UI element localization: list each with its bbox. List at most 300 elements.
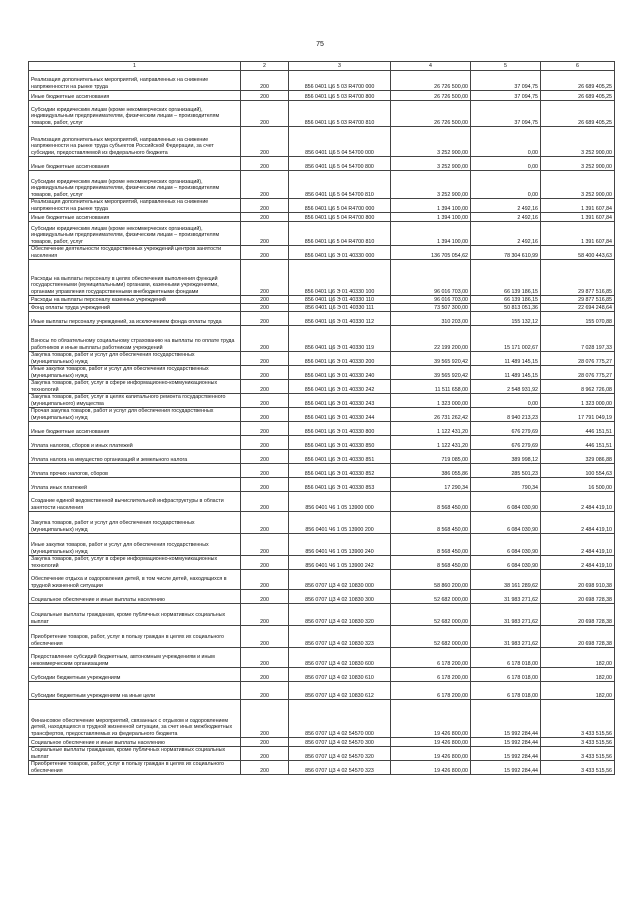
row-executed-cell: 31 983 271,62 — [471, 604, 541, 626]
row-name-text: Субсидии бюджетным учреждениям — [31, 674, 121, 681]
row-executed-cell: 285 501,23 — [471, 464, 541, 478]
row-remaining-cell: 20 698 728,38 — [541, 626, 615, 648]
row-executed-cell: 11 489 145,15 — [471, 352, 541, 366]
row-executed-cell: 155 132,12 — [471, 312, 541, 326]
row-approved-cell: 386 055,86 — [391, 464, 471, 478]
row-classification-code-cell: 856 0401 Ч6 1 05 13900 000 — [289, 492, 391, 512]
table-row — [29, 101, 615, 127]
row-executed-cell: 0,00 — [471, 394, 541, 408]
row-line-code-cell: 200 — [241, 394, 289, 408]
row-remaining-cell: 3 433 515,56 — [541, 761, 615, 775]
row-classification-code-cell: 856 0401 Ц6 5 04 R4700 810 — [289, 222, 391, 246]
row-name-cell — [29, 171, 241, 199]
table-row — [29, 171, 615, 199]
table-row — [29, 534, 615, 556]
row-line-code-cell: 200 — [241, 512, 289, 534]
row-remaining-cell: 2 484 419,10 — [541, 512, 615, 534]
row-executed-cell: 66 139 186,15 — [471, 260, 541, 296]
row-classification-code-cell: 856 0401 Ц6 5 04 R4700 000 — [289, 199, 391, 213]
row-remaining-cell: 1 391 607,84 — [541, 199, 615, 213]
row-classification-code-cell: 856 0401 Ц6 5 04 R4700 800 — [289, 213, 391, 222]
row-executed-cell: 37 094,75 — [471, 91, 541, 101]
row-name-text: Реализация дополнительных мероприятий, направленных на снижение напряженности на рынке труда субъектов Российской Федерации, за счет субсидии, предоставляемой из федерального бюджета — [31, 136, 214, 156]
table-body — [29, 71, 615, 775]
row-classification-code-cell: 856 0707 Ц3 4 02 54570 300 — [289, 738, 391, 747]
row-name-cell — [29, 450, 241, 464]
row-name-text: Иные выплаты персоналу учреждений, за исключением фонда оплаты труда — [31, 318, 222, 325]
row-name-cell — [29, 199, 241, 213]
row-remaining-cell: 7 028 197,33 — [541, 326, 615, 352]
row-name-cell — [29, 534, 241, 556]
row-name-cell — [29, 246, 241, 260]
row-approved-cell: 1 394 100,00 — [391, 213, 471, 222]
row-line-code-cell: 200 — [241, 534, 289, 556]
table-row — [29, 761, 615, 775]
row-name-text: Уплата иных платежей — [31, 484, 87, 491]
row-approved-cell: 6 178 200,00 — [391, 668, 471, 682]
row-name-cell — [29, 668, 241, 682]
row-name-cell — [29, 296, 241, 304]
row-approved-cell: 22 199 200,00 — [391, 326, 471, 352]
row-approved-cell: 11 511 658,00 — [391, 380, 471, 394]
row-approved-cell: 58 860 200,00 — [391, 570, 471, 590]
table-row — [29, 296, 615, 304]
row-executed-cell: 2 492,16 — [471, 199, 541, 213]
row-executed-cell: 15 992 284,44 — [471, 747, 541, 761]
row-remaining-cell: 1 323 000,00 — [541, 394, 615, 408]
row-classification-code-cell: 856 0707 Ц3 4 02 10830 612 — [289, 682, 391, 700]
row-remaining-cell: 182,00 — [541, 668, 615, 682]
table-row — [29, 408, 615, 422]
table-row — [29, 626, 615, 648]
row-name-text: Прочая закупка товаров, работ и услуг для обеспечения государственных (муниципальных) нужд — [31, 408, 214, 421]
row-executed-cell: 15 992 284,44 — [471, 738, 541, 747]
row-name-text: Закупка товаров, работ, услуг в целях капитального ремонта государственного (муниципального) имущества — [31, 394, 226, 407]
table-row — [29, 366, 615, 380]
row-line-code-cell: 200 — [241, 450, 289, 464]
row-classification-code-cell: 856 0401 Ц6 Э 01 40330 119 — [289, 326, 391, 352]
row-approved-cell: 719 085,00 — [391, 450, 471, 464]
row-classification-code-cell: 856 0401 Ц6 5 04 54700 000 — [289, 127, 391, 157]
column-header: 2 — [241, 62, 289, 71]
row-name-text: Взносы по обязательному социальному страхованию на выплаты по оплате труда работников и иные выплаты работникам учреждений — [31, 338, 235, 351]
row-classification-code-cell: 856 0707 Ц3 4 02 10830 610 — [289, 668, 391, 682]
row-classification-code-cell: 856 0401 Ц6 Э 01 40330 244 — [289, 408, 391, 422]
row-line-code-cell: 200 — [241, 492, 289, 512]
row-approved-cell: 1 122 431,20 — [391, 422, 471, 436]
table-row — [29, 492, 615, 512]
column-header: 4 — [391, 62, 471, 71]
row-name-text: Социальное обеспечение и иные выплаты населению — [31, 739, 165, 746]
table-row — [29, 312, 615, 326]
row-classification-code-cell: 856 0401 Ч6 1 05 13900 242 — [289, 556, 391, 570]
table-row — [29, 380, 615, 394]
row-name-cell — [29, 626, 241, 648]
row-name-text: Приобретение товаров, работ, услуг в пользу граждан в целях их социального обеспечения — [31, 634, 224, 647]
row-name-cell — [29, 700, 241, 738]
row-classification-code-cell: 856 0707 Ц3 4 02 10830 300 — [289, 590, 391, 604]
table-row — [29, 747, 615, 761]
row-approved-cell: 19 426 800,00 — [391, 738, 471, 747]
row-name-cell — [29, 91, 241, 101]
table-row — [29, 556, 615, 570]
row-remaining-cell: 26 689 405,25 — [541, 71, 615, 91]
row-remaining-cell: 1 391 607,84 — [541, 222, 615, 246]
row-approved-cell: 52 682 000,00 — [391, 626, 471, 648]
row-remaining-cell: 28 076 775,27 — [541, 352, 615, 366]
table-row — [29, 682, 615, 700]
row-line-code-cell: 200 — [241, 422, 289, 436]
row-classification-code-cell: 856 0401 Ц6 Э 01 40330 112 — [289, 312, 391, 326]
row-line-code-cell: 200 — [241, 570, 289, 590]
column-header: 6 — [541, 62, 615, 71]
row-name-cell — [29, 512, 241, 534]
row-approved-cell: 8 568 450,00 — [391, 512, 471, 534]
table-row — [29, 422, 615, 436]
row-line-code-cell: 200 — [241, 380, 289, 394]
row-remaining-cell: 20 698 910,38 — [541, 570, 615, 590]
row-approved-cell: 96 016 703,00 — [391, 296, 471, 304]
row-line-code-cell: 200 — [241, 71, 289, 91]
row-name-cell — [29, 380, 241, 394]
row-name-cell — [29, 366, 241, 380]
row-classification-code-cell: 856 0707 Ц3 4 02 10830 323 — [289, 626, 391, 648]
row-remaining-cell: 28 076 775,27 — [541, 366, 615, 380]
row-remaining-cell: 1 391 607,84 — [541, 213, 615, 222]
row-name-text: Расходы на выплаты персоналу казенных учреждений — [31, 296, 166, 303]
row-name-text: Субсидии юридическим лицам (кроме некоммерческих организаций), индивидуальным предпринимателям, физическим лицам – производителям товаров, работ, услуг — [31, 106, 220, 126]
row-name-text: Уплата прочих налогов, сборов — [31, 470, 109, 477]
row-line-code-cell: 200 — [241, 747, 289, 761]
table-row — [29, 464, 615, 478]
row-line-code-cell: 200 — [241, 127, 289, 157]
row-name-cell — [29, 394, 241, 408]
row-name-text: Иные бюджетные ассигнования — [31, 214, 110, 221]
row-line-code-cell: 200 — [241, 668, 289, 682]
row-remaining-cell: 3 433 515,56 — [541, 747, 615, 761]
table-row — [29, 738, 615, 747]
row-executed-cell: 66 139 186,15 — [471, 296, 541, 304]
row-executed-cell: 38 161 289,62 — [471, 570, 541, 590]
row-remaining-cell: 182,00 — [541, 648, 615, 668]
row-classification-code-cell: 856 0401 Ц6 Э 01 40330 850 — [289, 436, 391, 450]
table-row — [29, 260, 615, 296]
table-row — [29, 127, 615, 157]
row-line-code-cell: 200 — [241, 199, 289, 213]
table-row — [29, 478, 615, 492]
row-classification-code-cell: 856 0401 Ц6 5 03 R4700 800 — [289, 91, 391, 101]
row-executed-cell: 8 940 213,23 — [471, 408, 541, 422]
row-line-code-cell: 200 — [241, 312, 289, 326]
table-row — [29, 352, 615, 366]
row-line-code-cell: 200 — [241, 326, 289, 352]
row-line-code-cell: 200 — [241, 91, 289, 101]
row-name-cell — [29, 127, 241, 157]
row-approved-cell: 1 122 431,20 — [391, 436, 471, 450]
row-approved-cell: 73 507 300,00 — [391, 304, 471, 312]
row-remaining-cell: 58 400 443,63 — [541, 246, 615, 260]
row-name-cell — [29, 436, 241, 450]
row-name-text: Уплата налога на имущество организаций и земельного налога — [31, 456, 188, 463]
row-classification-code-cell: 856 0401 Ц6 5 04 54700 800 — [289, 157, 391, 171]
row-line-code-cell: 200 — [241, 246, 289, 260]
row-name-text: Обеспечение отдыха и оздоровления детей, в том числе детей, находящихся в трудной жизненной ситуации — [31, 576, 227, 589]
row-name-cell — [29, 556, 241, 570]
row-classification-code-cell: 856 0401 Ц6 Э 01 40330 800 — [289, 422, 391, 436]
row-approved-cell: 6 178 200,00 — [391, 682, 471, 700]
table-row — [29, 648, 615, 668]
row-classification-code-cell: 856 0707 Ц3 4 02 54570 000 — [289, 700, 391, 738]
row-name-cell — [29, 492, 241, 512]
row-line-code-cell: 200 — [241, 157, 289, 171]
table-row — [29, 213, 615, 222]
table-row — [29, 436, 615, 450]
row-name-text: Социальные выплаты гражданам, кроме публичных нормативных социальных выплат — [31, 747, 226, 760]
row-remaining-cell: 8 962 726,08 — [541, 380, 615, 394]
row-classification-code-cell: 856 0401 Ц6 Э 01 40330 240 — [289, 366, 391, 380]
row-approved-cell: 3 252 900,00 — [391, 157, 471, 171]
row-approved-cell: 8 568 450,00 — [391, 492, 471, 512]
row-name-cell — [29, 222, 241, 246]
row-name-cell — [29, 738, 241, 747]
row-name-text: Расходы на выплаты персоналу в целях обеспечения выполнения функций государственными (муниципальными) органами, казенными учреждениями, органами управления государственными внебюджетными фондами — [31, 275, 219, 295]
row-approved-cell: 1 323 000,00 — [391, 394, 471, 408]
row-line-code-cell: 200 — [241, 408, 289, 422]
row-name-cell — [29, 590, 241, 604]
table-row — [29, 71, 615, 91]
row-approved-cell: 8 568 450,00 — [391, 534, 471, 556]
row-remaining-cell: 20 698 728,38 — [541, 604, 615, 626]
table-row — [29, 91, 615, 101]
row-classification-code-cell: 856 0707 Ц3 4 02 10830 000 — [289, 570, 391, 590]
table-row — [29, 570, 615, 590]
row-name-text: Реализация дополнительных мероприятий, направленных на снижение напряженности на рынке труда — [31, 199, 209, 212]
row-name-cell — [29, 682, 241, 700]
row-executed-cell: 78 304 610,99 — [471, 246, 541, 260]
row-executed-cell: 2 548 931,92 — [471, 380, 541, 394]
row-remaining-cell: 29 877 516,85 — [541, 296, 615, 304]
row-line-code-cell: 200 — [241, 260, 289, 296]
row-name-cell — [29, 71, 241, 91]
row-approved-cell: 1 394 100,00 — [391, 199, 471, 213]
row-classification-code-cell: 856 0707 Ц3 4 02 10830 600 — [289, 648, 391, 668]
row-executed-cell: 0,00 — [471, 171, 541, 199]
row-remaining-cell: 182,00 — [541, 682, 615, 700]
row-approved-cell: 136 705 054,62 — [391, 246, 471, 260]
row-name-text: Субсидии бюджетным учреждениям на иные цели — [31, 692, 156, 699]
row-executed-cell: 37 094,75 — [471, 71, 541, 91]
row-approved-cell: 6 178 200,00 — [391, 648, 471, 668]
row-classification-code-cell: 856 0401 Ц6 Э 01 40330 851 — [289, 450, 391, 464]
row-executed-cell: 31 983 271,62 — [471, 626, 541, 648]
row-executed-cell: 6 084 030,90 — [471, 492, 541, 512]
row-classification-code-cell: 856 0401 Ц6 Э 01 40330 242 — [289, 380, 391, 394]
row-approved-cell: 52 682 000,00 — [391, 604, 471, 626]
row-name-text: Иные бюджетные ассигнования — [31, 428, 110, 435]
row-classification-code-cell: 856 0401 Ч6 1 05 13900 240 — [289, 534, 391, 556]
row-remaining-cell: 26 689 405,25 — [541, 101, 615, 127]
column-header: 1 — [29, 62, 241, 71]
row-remaining-cell: 446 151,51 — [541, 422, 615, 436]
row-approved-cell: 17 290,34 — [391, 478, 471, 492]
row-name-cell — [29, 408, 241, 422]
row-name-text: Закупка товаров, работ и услуг для обеспечения государственных (муниципальных) нужд — [31, 520, 195, 533]
row-remaining-cell: 3 433 515,56 — [541, 700, 615, 738]
table-row — [29, 199, 615, 213]
row-approved-cell: 1 394 100,00 — [391, 222, 471, 246]
row-name-cell — [29, 761, 241, 775]
row-name-text: Создание единой ведомственной вычислительной инфраструктуры в области занятости населения — [31, 498, 224, 511]
row-line-code-cell: 200 — [241, 101, 289, 127]
row-executed-cell: 6 178 018,00 — [471, 668, 541, 682]
row-executed-cell: 0,00 — [471, 127, 541, 157]
row-name-text: Закупка товаров, работ и услуг для обеспечения государственных (муниципальных) нужд — [31, 352, 195, 365]
row-line-code-cell: 200 — [241, 366, 289, 380]
row-remaining-cell: 16 500,00 — [541, 478, 615, 492]
row-line-code-cell: 200 — [241, 761, 289, 775]
row-name-text: Субсидии юридическим лицам (кроме некоммерческих организаций), индивидуальным предпринимателям, физическим лицам – производителям товаров, работ, услуг — [31, 225, 220, 245]
row-name-text: Уплата налогов, сборов и иных платежей — [31, 442, 133, 449]
row-executed-cell: 6 178 018,00 — [471, 682, 541, 700]
row-line-code-cell: 200 — [241, 352, 289, 366]
row-line-code-cell: 200 — [241, 478, 289, 492]
row-remaining-cell: 2 484 419,10 — [541, 556, 615, 570]
row-approved-cell: 26 726 500,00 — [391, 101, 471, 127]
row-name-cell — [29, 312, 241, 326]
row-classification-code-cell: 856 0401 Ч6 1 05 13900 200 — [289, 512, 391, 534]
row-approved-cell: 8 568 450,00 — [391, 556, 471, 570]
row-classification-code-cell: 856 0401 Ц6 Э 01 40330 852 — [289, 464, 391, 478]
row-name-text: Иные бюджетные ассигнования — [31, 163, 110, 170]
row-name-text: Закупка товаров, работ, услуг в сфере информационно-коммуникационных технологий — [31, 380, 218, 393]
row-line-code-cell: 200 — [241, 304, 289, 312]
row-line-code-cell: 200 — [241, 700, 289, 738]
row-line-code-cell: 200 — [241, 590, 289, 604]
row-classification-code-cell: 856 0401 Ц6 Э 01 40330 111 — [289, 304, 391, 312]
row-line-code-cell: 200 — [241, 604, 289, 626]
row-classification-code-cell: 856 0401 Ц6 5 03 R4700 000 — [289, 71, 391, 91]
row-approved-cell: 3 252 900,00 — [391, 171, 471, 199]
row-name-cell — [29, 422, 241, 436]
table-row — [29, 304, 615, 312]
row-executed-cell: 2 492,16 — [471, 213, 541, 222]
row-name-text: Иные закупки товаров, работ и услуг для обеспечения государственных (муниципальных) нужд — [31, 542, 209, 555]
row-line-code-cell: 200 — [241, 171, 289, 199]
row-classification-code-cell: 856 0401 Ц6 Э 01 40330 200 — [289, 352, 391, 366]
row-remaining-cell: 3 252 900,00 — [541, 157, 615, 171]
row-remaining-cell: 26 689 405,25 — [541, 91, 615, 101]
row-remaining-cell: 100 554,63 — [541, 464, 615, 478]
row-name-cell — [29, 570, 241, 590]
row-line-code-cell: 200 — [241, 213, 289, 222]
row-remaining-cell: 22 694 248,64 — [541, 304, 615, 312]
table-row — [29, 604, 615, 626]
row-executed-cell: 6 084 030,90 — [471, 512, 541, 534]
row-name-text: Закупка товаров, работ, услуг в сфере информационно-коммуникационных технологий — [31, 556, 218, 569]
row-remaining-cell: 329 086,88 — [541, 450, 615, 464]
row-name-text: Приобретение товаров, работ, услуг в пользу граждан в целях их социального обеспечения — [31, 761, 224, 774]
page-number: 75 — [316, 41, 324, 48]
row-executed-cell: 0,00 — [471, 157, 541, 171]
row-approved-cell: 3 252 900,00 — [391, 127, 471, 157]
row-line-code-cell: 200 — [241, 464, 289, 478]
table-header-row — [29, 62, 615, 71]
row-name-cell — [29, 101, 241, 127]
row-approved-cell: 26 731 262,42 — [391, 408, 471, 422]
row-classification-code-cell: 856 0707 Ц3 4 02 54570 320 — [289, 747, 391, 761]
row-approved-cell: 19 426 800,00 — [391, 747, 471, 761]
row-name-text: Социальные выплаты гражданам, кроме публичных нормативных социальных выплат — [31, 612, 226, 625]
row-classification-code-cell: 856 0401 Ц6 Э 01 40330 243 — [289, 394, 391, 408]
row-name-cell — [29, 478, 241, 492]
row-remaining-cell: 2 484 419,10 — [541, 534, 615, 556]
row-remaining-cell: 2 484 419,10 — [541, 492, 615, 512]
row-classification-code-cell: 856 0401 Ц6 5 03 R4700 810 — [289, 101, 391, 127]
row-line-code-cell: 200 — [241, 436, 289, 450]
table-row — [29, 222, 615, 246]
row-executed-cell: 15 171 002,67 — [471, 326, 541, 352]
row-executed-cell: 6 084 030,90 — [471, 556, 541, 570]
row-name-cell — [29, 604, 241, 626]
budget-table — [28, 61, 615, 775]
row-name-text: Финансовое обеспечение мероприятий, связанных с отдыхом и оздоровлением детей, находящихся в трудной жизненной ситуации, за счет иных межбюджетных трансфертов, предоставляемых из федерального бюджета — [31, 717, 233, 737]
row-executed-cell: 6 084 030,90 — [471, 534, 541, 556]
row-line-code-cell: 200 — [241, 738, 289, 747]
row-approved-cell: 19 426 800,00 — [391, 761, 471, 775]
row-executed-cell: 11 489 145,15 — [471, 366, 541, 380]
row-executed-cell: 15 992 284,44 — [471, 761, 541, 775]
table-row — [29, 512, 615, 534]
row-line-code-cell: 200 — [241, 626, 289, 648]
row-name-cell — [29, 648, 241, 668]
row-remaining-cell: 3 433 515,56 — [541, 738, 615, 747]
row-remaining-cell: 3 252 900,00 — [541, 127, 615, 157]
row-line-code-cell: 200 — [241, 648, 289, 668]
row-approved-cell: 19 426 800,00 — [391, 700, 471, 738]
row-classification-code-cell: 856 0707 Ц3 4 02 54570 323 — [289, 761, 391, 775]
table-row — [29, 700, 615, 738]
row-remaining-cell: 155 070,88 — [541, 312, 615, 326]
row-classification-code-cell: 856 0401 Ц6 Э 01 40330 110 — [289, 296, 391, 304]
row-approved-cell: 39 565 920,42 — [391, 366, 471, 380]
row-name-cell — [29, 260, 241, 296]
row-name-text: Фонд оплаты труда учреждений — [31, 304, 110, 311]
row-line-code-cell: 200 — [241, 222, 289, 246]
row-approved-cell: 96 016 703,00 — [391, 260, 471, 296]
row-name-text: Иные закупки товаров, работ и услуг для обеспечения государственных (муниципальных) нужд — [31, 366, 209, 379]
row-name-text: Субсидии юридическим лицам (кроме некоммерческих организаций), индивидуальным предпринимателям, физическим лицам – производителям товаров, работ, услуг — [31, 178, 220, 198]
row-classification-code-cell: 856 0401 Ц6 Э 01 40330 853 — [289, 478, 391, 492]
row-remaining-cell: 20 698 728,38 — [541, 590, 615, 604]
row-executed-cell: 15 992 284,44 — [471, 700, 541, 738]
row-name-cell — [29, 747, 241, 761]
row-executed-cell: 31 983 271,62 — [471, 590, 541, 604]
row-executed-cell: 6 178 018,00 — [471, 648, 541, 668]
row-name-text: Обеспечение деятельности государственных учреждений центров занятости населения — [31, 246, 222, 259]
table-row — [29, 450, 615, 464]
row-approved-cell: 26 726 500,00 — [391, 71, 471, 91]
column-header: 5 — [471, 62, 541, 71]
row-executed-cell: 676 279,69 — [471, 422, 541, 436]
row-classification-code-cell: 856 0707 Ц3 4 02 10830 320 — [289, 604, 391, 626]
row-line-code-cell: 200 — [241, 296, 289, 304]
row-name-cell — [29, 464, 241, 478]
row-name-text: Социальное обеспечение и иные выплаты населению — [31, 596, 165, 603]
row-remaining-cell: 17 791 049,19 — [541, 408, 615, 422]
row-executed-cell: 50 813 051,36 — [471, 304, 541, 312]
row-executed-cell: 790,34 — [471, 478, 541, 492]
row-classification-code-cell: 856 0401 Ц6 5 04 54700 810 — [289, 171, 391, 199]
